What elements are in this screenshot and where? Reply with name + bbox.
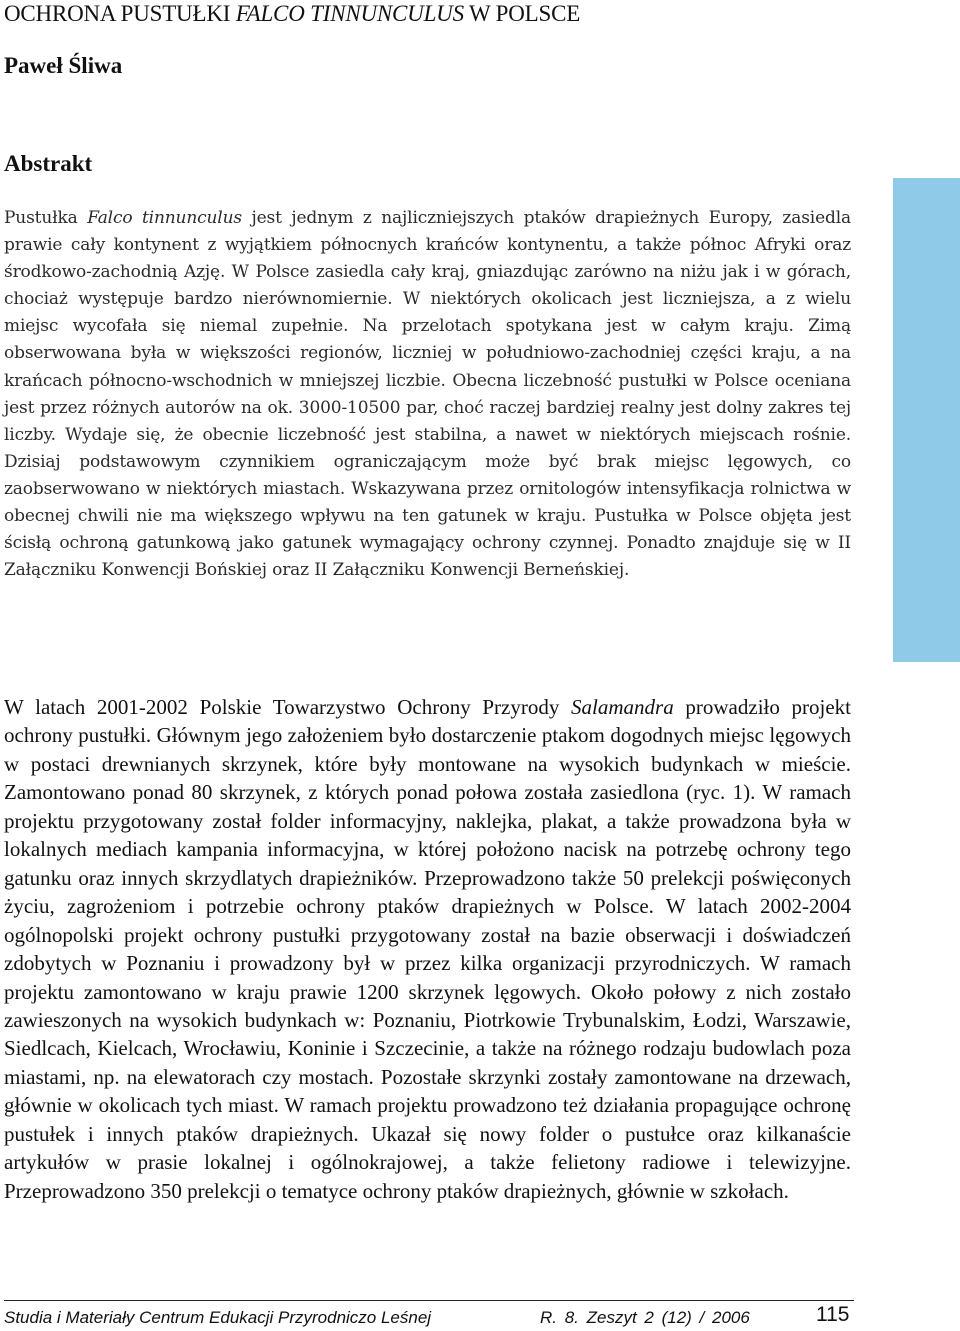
abstract-heading: Abstrakt (4, 151, 93, 176)
title-part-1: OCHRONA PUSTUŁKI (4, 1, 236, 26)
title-part-2: W POLSCE (463, 1, 581, 26)
abstract-species-name: Falco tinnunculus (87, 208, 242, 228)
footer-divider (4, 1300, 854, 1301)
abstract-paragraph (4, 205, 851, 584)
body-text-rest: prowadziło projekt ochrony pustułki. Głównym jego założeniem było dostarczenie ptakom dogodnych miejsc lęgowych w postaci drewnianych skrzynek, które były montowane na wysokich budynkach w mieście. Zamontowano ponad 80 skrzynek, z których ponad połowa została zasiedlona (ryc. 1). W ramach projektu przygotowany został folder informacyjny, naklejka, plakat, a także prowadzona była w lokalnych mediach kampania informacyjna, w której położono nacisk na potrzebę ochrony tego gatunku oraz innych skrzydlatych drapieżników. Przeprowadzono także 50 prelekcji poświęconych życiu, zagrożeniom i potrzebie ochrony ptaków drapieżnych w Polsce. W latach 2002-2004 ogólnopolski projekt ochrony pustułki przygotowany został na bazie obserwacji i doświadczeń zdobytych w Poznaniu i prowadzony był w przez kilka organizacji przyrodniczych. W ramach projektu zamontowano w kraju prawie 1200 skrzynek lęgowych. Około połowy z nich zostało zawieszonych na wysokich budynkach w: Poznaniu, Piotrkowie Trybunalskim, Łodzi, Warszawie, Siedlcach, Kielcach, Wrocławiu, Koninie i Szczecinie, a także na różnego rodzaju budowlach poza miastami, np. na elewatorach czy mostach. Pozostałe skrzynki zostały zamontowane na drzewach, głównie w okolicach tych miast. W ramach projektu prowadzono też działania propagujące ochronę pustułek i innych ptaków drapieżnych. Ukazał się nowy folder o pustułce oraz kilkanaście artykułów w prasie lokalnej i ogólnokrajowej, a także felietony radiowe i telewizyjne. Przeprowadzono 350 prelekcji o tematyce ochrony ptaków drapieżnych, głównie w szkołach. (4, 695, 852, 1203)
abstract-text-rest: jest jednym z najliczniejszych ptaków drapieżnych Europy, zasiedla prawie cały kontynent z wyjątkiem północnych krańców kontynentu, a także północ Afryki oraz środkowo-zachodnią Azję. W Polsce zasiedla cały kraj, gniazdując zarówno na niżu jak i w górach, chociaż występuje bardzo nierównomiernie. W niektórych okolicach jest liczniejsza, a z wielu miejsc wycofała się niemal zupełnie. Na przelotach spotykana jest w całym kraju. Zimą obserwowana była w większości regionów, liczniej w południowo-zachodniej części kraju, a na krańcach północno-wschodnich w mniejszej liczbie. Obecna liczebność pustułki w Polsce oceniana jest przez różnych autorów na ok. 3000-10500 par, choć raczej bardziej realny jest dolny zakres tej liczby. Wydaje się, że obecnie liczebność jest stabilna, a nawet w niektórych miejscach rośnie. Dzisiaj podstawowym czynnikiem ograniczającym może być brak miejsc lęgowych, co zaobserwowano w niektórych miastach. Wskazywana przez ornitologów intensyfikacja rolnictwa w obecnej chwili nie ma większego wpływu na ten gatunek w kraju. Pustułka w Polsce objęta jest ścisłą ochroną gatunkową jako gatunek wymagający ochrony czynnej. Ponadto znajduje się w II Załączniku Konwencji Bońskiej oraz II Załączniku Konwencji Berneńskiej. (4, 208, 851, 581)
footer-journal-name: Studia i Materiały Centrum Edukacji Przyrodniczo Leśnej (4, 1308, 432, 1327)
page-number: 115 (816, 1303, 850, 1326)
author-name: Paweł Śliwa (4, 53, 123, 78)
decorative-side-bar (893, 178, 960, 662)
article-title (4, 0, 580, 28)
title-species-name: FALCO TINNUNCULUS (235, 1, 464, 26)
body-text-start: W latach 2001-2002 Polskie Towarzystwo Ochrony Przyrody (4, 695, 572, 719)
footer-issue-info: R. 8. Zeszyt 2 (12) / 2006 (540, 1308, 750, 1327)
body-organization-name: Salamandra (571, 695, 674, 719)
abstract-text-start: Pustułka (4, 208, 88, 228)
body-paragraph (4, 693, 851, 1205)
